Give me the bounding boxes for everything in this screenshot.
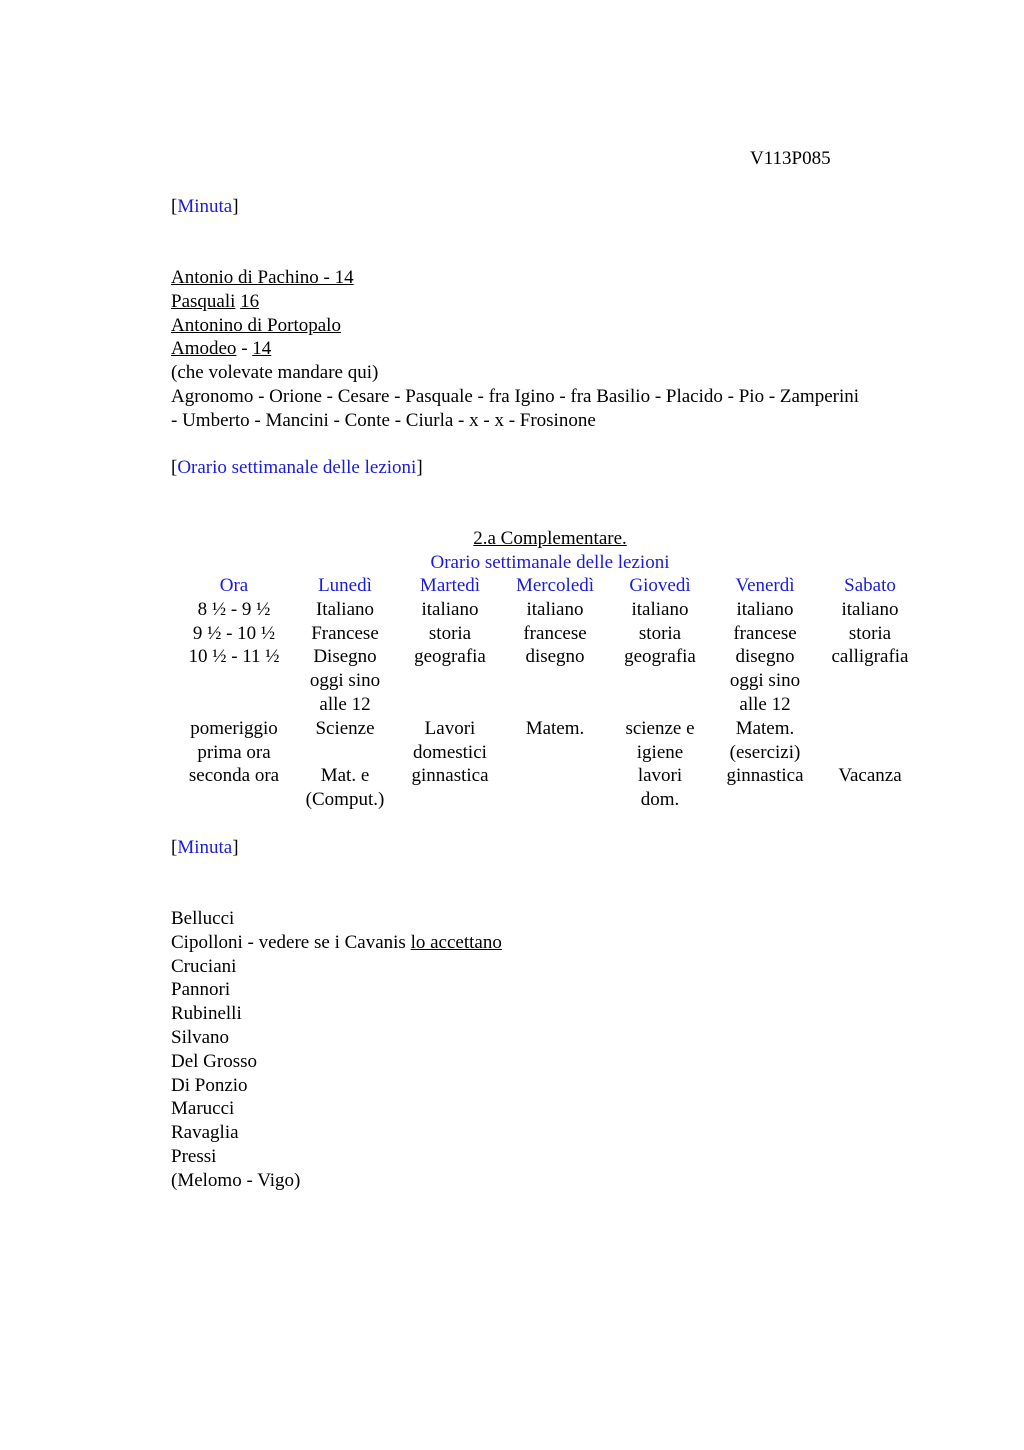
table-row xyxy=(180,622,918,646)
table-cell: Scienze xyxy=(315,717,375,739)
list-item-text: Cipolloni - vedere se i Cavanis xyxy=(171,931,411,953)
table-cell: Lavori xyxy=(424,717,476,739)
names-sequence-line: - Umberto - Mancini - Conte - Ciurla - x - x - Frosinone xyxy=(171,409,596,431)
list-item: Ravaglia xyxy=(171,1122,239,1144)
list-item-underlined: lo accettano xyxy=(410,931,502,953)
schedule-title-text: 2.a Complementare. xyxy=(473,528,627,549)
header-giovedi: Giovedì xyxy=(629,575,691,596)
header-sabato: Sabato xyxy=(844,575,896,596)
table-cell: italiano xyxy=(631,598,689,620)
table-cell: 8 ½ - 9 ½ xyxy=(197,598,271,620)
table-cell: (Comput.) xyxy=(305,789,385,811)
table-cell xyxy=(822,788,918,812)
schedule-title xyxy=(171,527,929,551)
table-cell: italiano xyxy=(736,598,794,620)
table-cell: dom. xyxy=(640,789,680,811)
table-cell: igiene xyxy=(636,741,684,763)
list-item: Marucci xyxy=(171,1098,235,1120)
table-cell xyxy=(180,693,288,717)
table-cell: francese xyxy=(733,622,797,644)
table-cell: pomeriggio xyxy=(190,717,278,739)
schedule-subtitle: Orario settimanale delle lezioni xyxy=(430,552,670,573)
table-cell: disegno xyxy=(525,646,585,668)
table-cell: domestici xyxy=(413,741,487,763)
name-number: 14 xyxy=(252,338,272,360)
table-cell xyxy=(402,788,498,812)
surnames-list xyxy=(171,907,502,1193)
table-cell: geografia xyxy=(624,646,696,668)
bracket-open: [ xyxy=(171,457,178,478)
list-item: Bellucci xyxy=(171,908,235,929)
table-cell xyxy=(822,741,918,765)
section-heading-minuta-2 xyxy=(171,836,239,860)
schedule-table xyxy=(180,574,918,812)
table-cell: ginnastica xyxy=(726,765,804,787)
table-row xyxy=(180,645,918,669)
table-cell: Mat. e xyxy=(320,765,370,787)
table-cell: italiano xyxy=(526,598,584,620)
name-line xyxy=(171,337,931,361)
header-venerdi: Venerdì xyxy=(735,575,795,596)
table-row xyxy=(180,764,918,788)
table-cell: Disegno xyxy=(313,646,377,668)
list-item: Cruciani xyxy=(171,955,237,977)
table-cell: storia xyxy=(638,622,682,644)
list-item: (Melomo - Vigo) xyxy=(171,1169,301,1191)
table-cell: seconda ora xyxy=(188,765,280,787)
table-row xyxy=(180,669,918,693)
table-row xyxy=(180,693,918,717)
table-cell xyxy=(180,669,288,693)
header-mercoledi: Mercoledì xyxy=(515,575,595,596)
table-cell xyxy=(402,693,498,717)
table-cell xyxy=(498,741,612,765)
table-cell: calligrafia xyxy=(831,646,909,668)
table-cell xyxy=(402,669,498,693)
name-text: Antonino di Portopalo xyxy=(171,314,341,336)
table-row xyxy=(180,717,918,741)
header-ora: Ora xyxy=(219,575,249,596)
table-cell xyxy=(612,669,708,693)
list-item: Rubinelli xyxy=(171,1003,242,1025)
table-cell: ginnastica xyxy=(411,765,489,787)
header-martedi: Martedì xyxy=(419,575,481,596)
name-line xyxy=(171,290,931,314)
bracket-open: [ xyxy=(171,837,178,858)
section-label-link[interactable]: Minuta xyxy=(177,196,233,217)
list-item: Pannori xyxy=(171,979,231,1001)
table-cell: Matem. xyxy=(525,717,585,739)
table-cell: italiano xyxy=(841,598,899,620)
page-code: V113P085 xyxy=(750,148,831,169)
bracket-close: ] xyxy=(232,837,239,858)
table-cell xyxy=(708,788,822,812)
name-number: 16 xyxy=(240,290,260,312)
table-cell: alle 12 xyxy=(319,693,371,715)
table-cell xyxy=(822,669,918,693)
table-cell: Francese xyxy=(311,622,379,644)
table-cell: italiano xyxy=(421,598,479,620)
table-cell: (esercizi) xyxy=(729,741,801,763)
table-row xyxy=(180,788,918,812)
table-cell: 10 ½ - 11 ½ xyxy=(188,646,280,668)
table-row xyxy=(180,741,918,765)
table-cell: oggi sino xyxy=(309,670,381,692)
name-line xyxy=(171,314,931,338)
name-text: Antonio di Pachino - 14 xyxy=(171,267,354,288)
note-line: (che volevate mandare qui) xyxy=(171,362,379,384)
section-label-link[interactable]: Minuta xyxy=(177,837,233,858)
list-item: Di Ponzio xyxy=(171,1074,248,1096)
table-row xyxy=(180,598,918,622)
table-cell: lavori xyxy=(637,765,683,787)
names-sequence-line: Agronomo - Orione - Cesare - Pasquale - fra Igino - fra Basilio - Placido - Pio - Zamperini xyxy=(171,385,860,407)
table-cell xyxy=(498,669,612,693)
table-cell: disegno xyxy=(735,646,795,668)
name-separator: - xyxy=(236,338,253,360)
section-label-link[interactable]: Orario settimanale delle lezioni xyxy=(177,457,417,478)
bracket-close: ] xyxy=(232,196,239,217)
list-item: Del Grosso xyxy=(171,1050,258,1072)
table-cell xyxy=(612,693,708,717)
header-lunedi: Lunedì xyxy=(318,575,372,596)
table-cell: 9 ½ - 10 ½ xyxy=(192,622,276,644)
table-cell: storia xyxy=(848,622,892,644)
table-cell: Italiano xyxy=(315,598,375,620)
table-cell: scienze e xyxy=(625,717,695,739)
table-cell: oggi sino xyxy=(729,670,801,692)
table-cell xyxy=(498,764,612,788)
bracket-open: [ xyxy=(171,196,178,217)
name-text: Pasquali xyxy=(171,290,236,312)
table-cell: Vacanza xyxy=(838,765,902,787)
name-line xyxy=(171,266,931,290)
table-cell xyxy=(498,788,612,812)
list-item: Pressi xyxy=(171,1145,217,1167)
table-cell: storia xyxy=(428,622,472,644)
table-cell: prima ora xyxy=(197,741,271,763)
section-heading-minuta-1 xyxy=(171,195,239,219)
schedule-header-row xyxy=(180,574,918,598)
section-heading-orario xyxy=(171,456,423,480)
name-text: Amodeo xyxy=(171,338,237,360)
list-item: Silvano xyxy=(171,1026,230,1048)
table-cell: alle 12 xyxy=(739,693,791,715)
table-cell: geografia xyxy=(414,646,486,668)
table-cell xyxy=(822,693,918,717)
table-cell xyxy=(288,741,402,765)
bracket-close: ] xyxy=(416,457,423,478)
list-item xyxy=(171,931,502,955)
table-cell xyxy=(180,788,288,812)
names-list xyxy=(171,266,931,433)
table-cell xyxy=(498,693,612,717)
table-cell xyxy=(822,717,918,741)
table-cell: francese xyxy=(523,622,587,644)
table-cell: Matem. xyxy=(735,717,795,739)
